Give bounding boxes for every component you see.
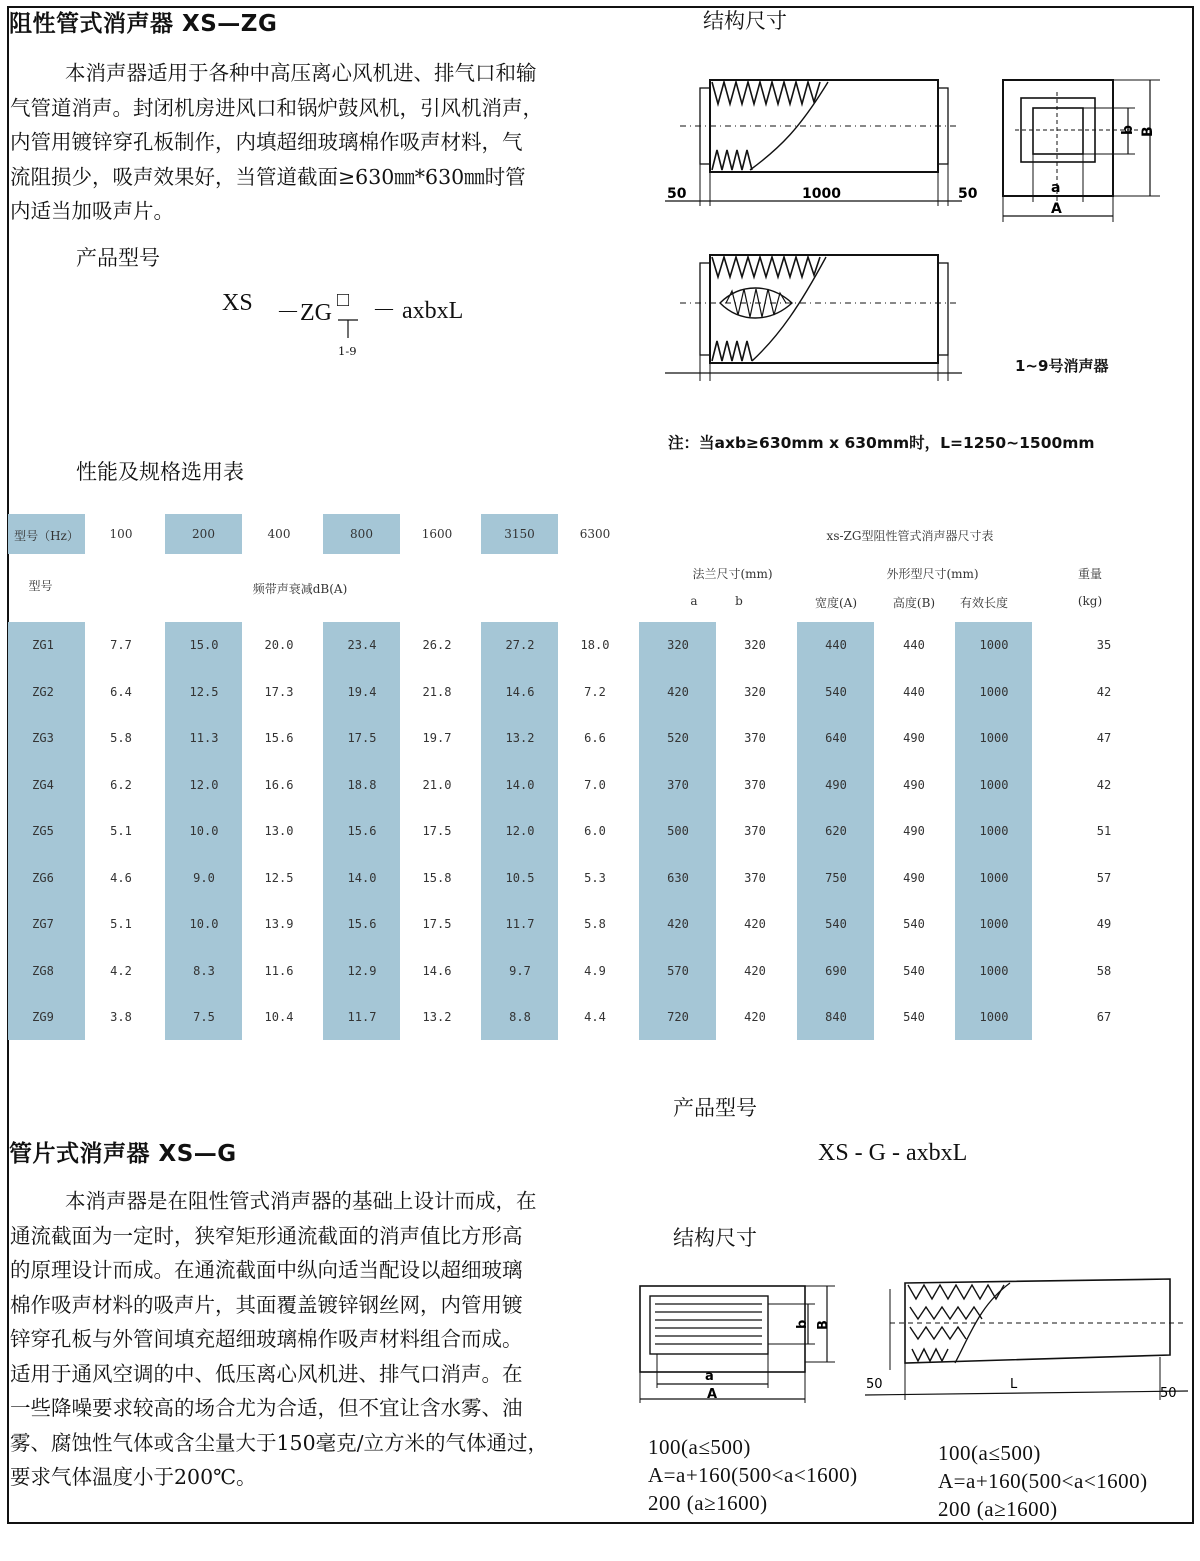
attenuation-cell: 15.6: [347, 824, 377, 838]
flange-a-cell: 420: [667, 684, 689, 699]
section1-paragraph: [10, 56, 610, 229]
attenuation-cell: 14.6: [422, 963, 452, 978]
model-cell: ZG3: [32, 731, 54, 745]
dim-a: a: [1051, 180, 1061, 196]
weight-unit: (kg): [1077, 594, 1103, 608]
flange-b-cell: 320: [744, 684, 766, 699]
attenuation-cell: 14.0: [347, 870, 377, 885]
attenuation-cell: 17.3: [264, 684, 294, 699]
para-line: 流阻损少，吸声效果好，当管道截面≥630㎜*630㎜时管: [10, 164, 526, 189]
length-cell: 1000: [979, 638, 1009, 652]
flange-a-cell: 630: [667, 870, 689, 885]
attenuation-cell: 15.8: [422, 870, 452, 885]
attenuation-cell: 15.0: [189, 638, 219, 652]
flange-b-cell: 320: [744, 638, 766, 652]
attenuation-cell: 10.4: [264, 1010, 294, 1024]
para-line: 通流截面为一定时，狭窄矩形通流截面的消声值比方形高: [10, 1223, 523, 1248]
model-cell: ZG4: [32, 777, 54, 792]
model-box: □: [337, 289, 350, 311]
attenuation-cell: 8.8: [509, 1010, 531, 1024]
para-line: 锌穿孔板与外管间填充超细玻璃棉作吸声材料组合而成。: [10, 1327, 523, 1351]
sub-b-label: b: [735, 594, 743, 608]
formula-line: A=a+160(500<a<1600): [938, 1469, 1148, 1493]
para-line: 本消声器是在阻性管式消声器的基础上设计而成，在: [65, 1189, 537, 1213]
attenuation-cell: 26.2: [422, 638, 452, 652]
weight-cell: 58: [1096, 963, 1112, 978]
freq-400: 400: [267, 527, 291, 541]
attenuation-cell: 7.0: [584, 777, 606, 792]
model-cell: ZG9: [32, 1010, 54, 1024]
attenuation-cell: 17.5: [422, 917, 452, 931]
freq-6300: 6300: [579, 527, 611, 541]
para-line: 内管用镀锌穿孔板制作，内填超细玻璃棉作吸声材料，气: [10, 130, 523, 154]
dim-50-right: 50: [958, 186, 978, 202]
attenuation-cell: 13.2: [422, 1010, 452, 1024]
section2-paragraph: [10, 1184, 610, 1495]
attenuation-cell: 5.8: [584, 917, 606, 931]
side-view-1-9-diagram: [660, 245, 970, 385]
attenuation-cell: 27.2: [505, 638, 535, 652]
dim-L: L: [1010, 1377, 1018, 1392]
weight-cell: 51: [1096, 824, 1112, 838]
attenuation-cell: 17.5: [422, 824, 452, 838]
dim-50-left: 50: [667, 186, 687, 202]
freq-3150: 3150: [504, 527, 535, 541]
length-cell: 1000: [979, 824, 1009, 838]
attenuation-cell: 5.3: [584, 870, 606, 885]
height-cell: 490: [903, 731, 925, 745]
attenuation-cell: 12.0: [505, 824, 535, 838]
dim-B-2: B: [816, 1320, 831, 1330]
flange-b-cell: 370: [744, 824, 766, 838]
length-cell: 1000: [979, 684, 1009, 699]
attenuation-cell: 21.0: [422, 777, 452, 792]
model-label: 产品型号: [76, 246, 160, 270]
flange-a-cell: 370: [667, 777, 689, 792]
attenuation-cell: 11.3: [189, 731, 219, 745]
model-tee-mark: [336, 318, 360, 340]
note-text: 注：当axb≥630mm x 630mm时，L=1250~1500mm: [668, 434, 1095, 452]
attenuation-cell: 12.5: [264, 870, 294, 885]
attenuation-cell: 4.6: [110, 870, 132, 885]
width-cell: 540: [825, 917, 847, 931]
model-suffix: － axbxL: [372, 298, 464, 324]
para-line: 内适当加吸声片。: [10, 199, 174, 223]
flange-a-cell: 520: [667, 731, 689, 745]
height-cell: 490: [903, 870, 925, 885]
section1-title: 阻性管式消声器 XS—ZG: [9, 11, 278, 37]
dim-a-2: a: [705, 1369, 714, 1384]
height-cell: 440: [903, 684, 925, 699]
width-cell: 840: [825, 1010, 847, 1024]
attenuation-cell: 4.4: [584, 1010, 606, 1024]
dim-A: A: [1051, 201, 1062, 217]
formula-left: [648, 1433, 858, 1517]
attenuation-cell: 8.3: [193, 963, 215, 978]
table-title: 性能及规格选用表: [76, 460, 244, 484]
formula-line: 100(a≤500): [938, 1441, 1041, 1465]
attenuation-cell: 4.9: [584, 963, 606, 978]
model-cell: ZG8: [32, 963, 54, 978]
para-line: 雾、腐蚀性气体或含尘量大于150毫克/立方米的气体通过，: [10, 1430, 549, 1455]
flange-a-cell: 720: [667, 1010, 689, 1024]
attenuation-cell: 23.4: [347, 638, 377, 652]
flange-a-cell: 320: [667, 638, 689, 652]
attenuation-cell: 12.9: [347, 963, 377, 978]
model-cell: ZG6: [32, 870, 54, 885]
attenuation-cell: 13.2: [505, 731, 535, 745]
height-cell: 540: [903, 1010, 925, 1024]
formula-line: 200 (a≥1600): [648, 1491, 768, 1515]
attenuation-cell: 14.0: [505, 777, 535, 792]
attenuation-cell: 6.2: [110, 777, 132, 792]
length-cell: 1000: [979, 870, 1009, 885]
attenuation-cell: 7.5: [193, 1010, 215, 1024]
size-table-title: xs-ZG型阻性管式消声器尺寸表: [826, 529, 994, 543]
formula-line: 100(a≤500): [648, 1435, 751, 1459]
attenuation-cell: 19.7: [422, 731, 452, 745]
flange-b-cell: 370: [744, 731, 766, 745]
height-cell: 540: [903, 963, 925, 978]
attenuation-cell: 11.7: [347, 1010, 377, 1024]
model-col-label: 型号: [28, 579, 53, 593]
sub-a-label: a: [690, 594, 698, 608]
freq-800: 800: [350, 527, 373, 541]
length-cell: 1000: [979, 777, 1009, 792]
attenuation-cell: 15.6: [347, 917, 377, 931]
height-cell: 540: [903, 917, 925, 931]
attenuation-cell: 9.7: [509, 963, 531, 978]
formula-line: 200 (a≥1600): [938, 1497, 1058, 1521]
flange-label: 法兰尺寸(mm): [692, 567, 773, 581]
para-line: 的原理设计而成。在通流截面中纵向适当配设以超细玻璃: [10, 1258, 523, 1282]
attenuation-cell: 5.1: [110, 917, 132, 931]
attenuation-cell: 10.0: [189, 917, 219, 931]
structure-label-2: 结构尺寸: [673, 1226, 757, 1250]
dim-b: b: [1120, 124, 1136, 135]
attenuation-cell: 9.0: [193, 870, 215, 885]
para-line: 棉作吸声材料的吸声片，其面覆盖镀锌钢丝网，内管用镀: [10, 1292, 523, 1317]
attenuation-cell: 3.8: [110, 1010, 132, 1024]
width-cell: 440: [825, 638, 847, 652]
weight-cell: 42: [1096, 684, 1112, 699]
flange-b-cell: 420: [744, 963, 766, 978]
attenuation-cell: 15.6: [264, 731, 294, 745]
length-label: 有效长度: [959, 596, 1008, 610]
freq-100: 100: [109, 527, 133, 541]
dim-1000: 1000: [802, 186, 841, 202]
cross-section-diagram: [995, 72, 1165, 232]
model-label-2: 产品型号: [673, 1096, 757, 1120]
width-cell: 540: [825, 684, 847, 699]
attenuation-cell: 20.0: [264, 638, 294, 652]
model-cell: ZG1: [32, 638, 54, 652]
model-cell: ZG2: [32, 684, 54, 699]
baffle-side-view-diagram: [860, 1275, 1190, 1410]
attenuation-cell: 18.8: [347, 777, 377, 792]
attenuation-cell: 13.0: [264, 824, 294, 838]
model-range: 1-9: [338, 344, 357, 358]
attenuation-cell: 11.7: [505, 917, 535, 931]
section2-title: 管片式消声器 XS—G: [9, 1141, 237, 1167]
attenuation-cell: 6.4: [110, 684, 132, 699]
attenuation-cell: 19.4: [347, 684, 377, 699]
dim-A-2: A: [707, 1387, 718, 1402]
baffle-cross-section-diagram: [635, 1278, 865, 1408]
attenuation-cell: 6.6: [584, 731, 606, 745]
attenuation-cell: 21.8: [422, 684, 452, 699]
para-line: 本消声器适用于各种中高压离心风机进、排气口和输: [65, 61, 537, 85]
attenuation-cell: 10.5: [505, 870, 535, 885]
width-cell: 620: [825, 824, 847, 838]
height-cell: 490: [903, 777, 925, 792]
attenuation-cell: 13.9: [264, 917, 294, 931]
length-cell: 1000: [979, 917, 1009, 931]
attenuation-cell: 14.6: [505, 684, 535, 699]
height-label: 高度(B): [892, 596, 936, 610]
formula-line: A=a+160(500<a<1600): [648, 1463, 858, 1487]
dim-b-2: b: [795, 1319, 810, 1329]
weight-cell: 57: [1096, 870, 1112, 885]
attenuation-cell: 5.8: [110, 731, 132, 745]
para-line: 气管道消声。封闭机房进风口和锅炉鼓风机，引风机消声，: [10, 95, 543, 120]
attenuation-cell: 10.0: [189, 824, 219, 838]
model-cell: ZG7: [32, 917, 54, 931]
length-cell: 1000: [979, 731, 1009, 745]
flange-a-cell: 570: [667, 963, 689, 978]
weight-cell: 47: [1096, 731, 1112, 745]
attenuation-cell: 7.7: [110, 638, 132, 652]
weight-cell: 67: [1096, 1010, 1112, 1024]
freq-label: 型号（Hz）: [14, 529, 79, 543]
flange-b-cell: 370: [744, 870, 766, 885]
dim-50-left-2: 50: [866, 1377, 883, 1392]
dim-B: B: [1140, 126, 1156, 137]
width-cell: 750: [825, 870, 847, 885]
model-prefix: XS: [222, 290, 253, 316]
model-code-2: XS - G - axbxL: [818, 1140, 968, 1166]
attenuation-cell: 16.6: [264, 777, 294, 792]
attenuation-cell: 4.2: [110, 963, 132, 978]
weight-cell: 35: [1096, 638, 1112, 652]
outer-label: 外形型尺寸(mm): [886, 567, 979, 581]
weight-label: 重量: [1077, 567, 1102, 581]
model-cell: ZG5: [32, 824, 54, 838]
para-line: 一些降噪要求较高的场合尤为合适，但不宜让含水雾、油: [10, 1396, 523, 1420]
dim-50-right-2: 50: [1160, 1386, 1177, 1401]
attenuation-cell: 5.1: [110, 824, 132, 838]
flange-b-cell: 420: [744, 917, 766, 931]
structure-label: 结构尺寸: [703, 9, 787, 33]
side-view-diagram: [660, 68, 978, 218]
width-cell: 690: [825, 963, 847, 978]
formula-right: [938, 1439, 1148, 1523]
length-cell: 1000: [979, 1010, 1009, 1024]
freq-1600: 1600: [421, 527, 453, 541]
freq-200: 200: [192, 527, 215, 541]
para-line: 要求气体温度小于200℃。: [10, 1465, 257, 1489]
attenuation-cell: 17.5: [347, 731, 377, 745]
flange-b-cell: 420: [744, 1010, 766, 1024]
attenuation-label: 频带声衰减dB(A): [252, 582, 348, 596]
attenuation-cell: 6.0: [584, 824, 606, 838]
weight-cell: 49: [1096, 917, 1112, 931]
model-mid: －ZG: [276, 300, 332, 326]
width-cell: 640: [825, 731, 847, 745]
height-cell: 440: [903, 638, 925, 652]
flange-a-cell: 420: [667, 917, 689, 931]
flange-a-cell: 500: [667, 824, 689, 838]
width-label: 宽度(A): [814, 596, 858, 610]
height-cell: 490: [903, 824, 925, 838]
attenuation-cell: 12.5: [189, 684, 219, 699]
para-line: 适用于通风空调的中、低压离心风机进、排气口消声。在: [10, 1361, 523, 1386]
flange-b-cell: 370: [744, 777, 766, 792]
caption-1-9: 1~9号消声器: [1015, 357, 1109, 375]
attenuation-cell: 11.6: [264, 963, 294, 978]
attenuation-cell: 7.2: [584, 684, 606, 699]
weight-cell: 42: [1096, 777, 1112, 792]
attenuation-cell: 18.0: [580, 638, 610, 652]
width-cell: 490: [825, 777, 847, 792]
attenuation-cell: 12.0: [189, 777, 219, 792]
length-cell: 1000: [979, 963, 1009, 978]
